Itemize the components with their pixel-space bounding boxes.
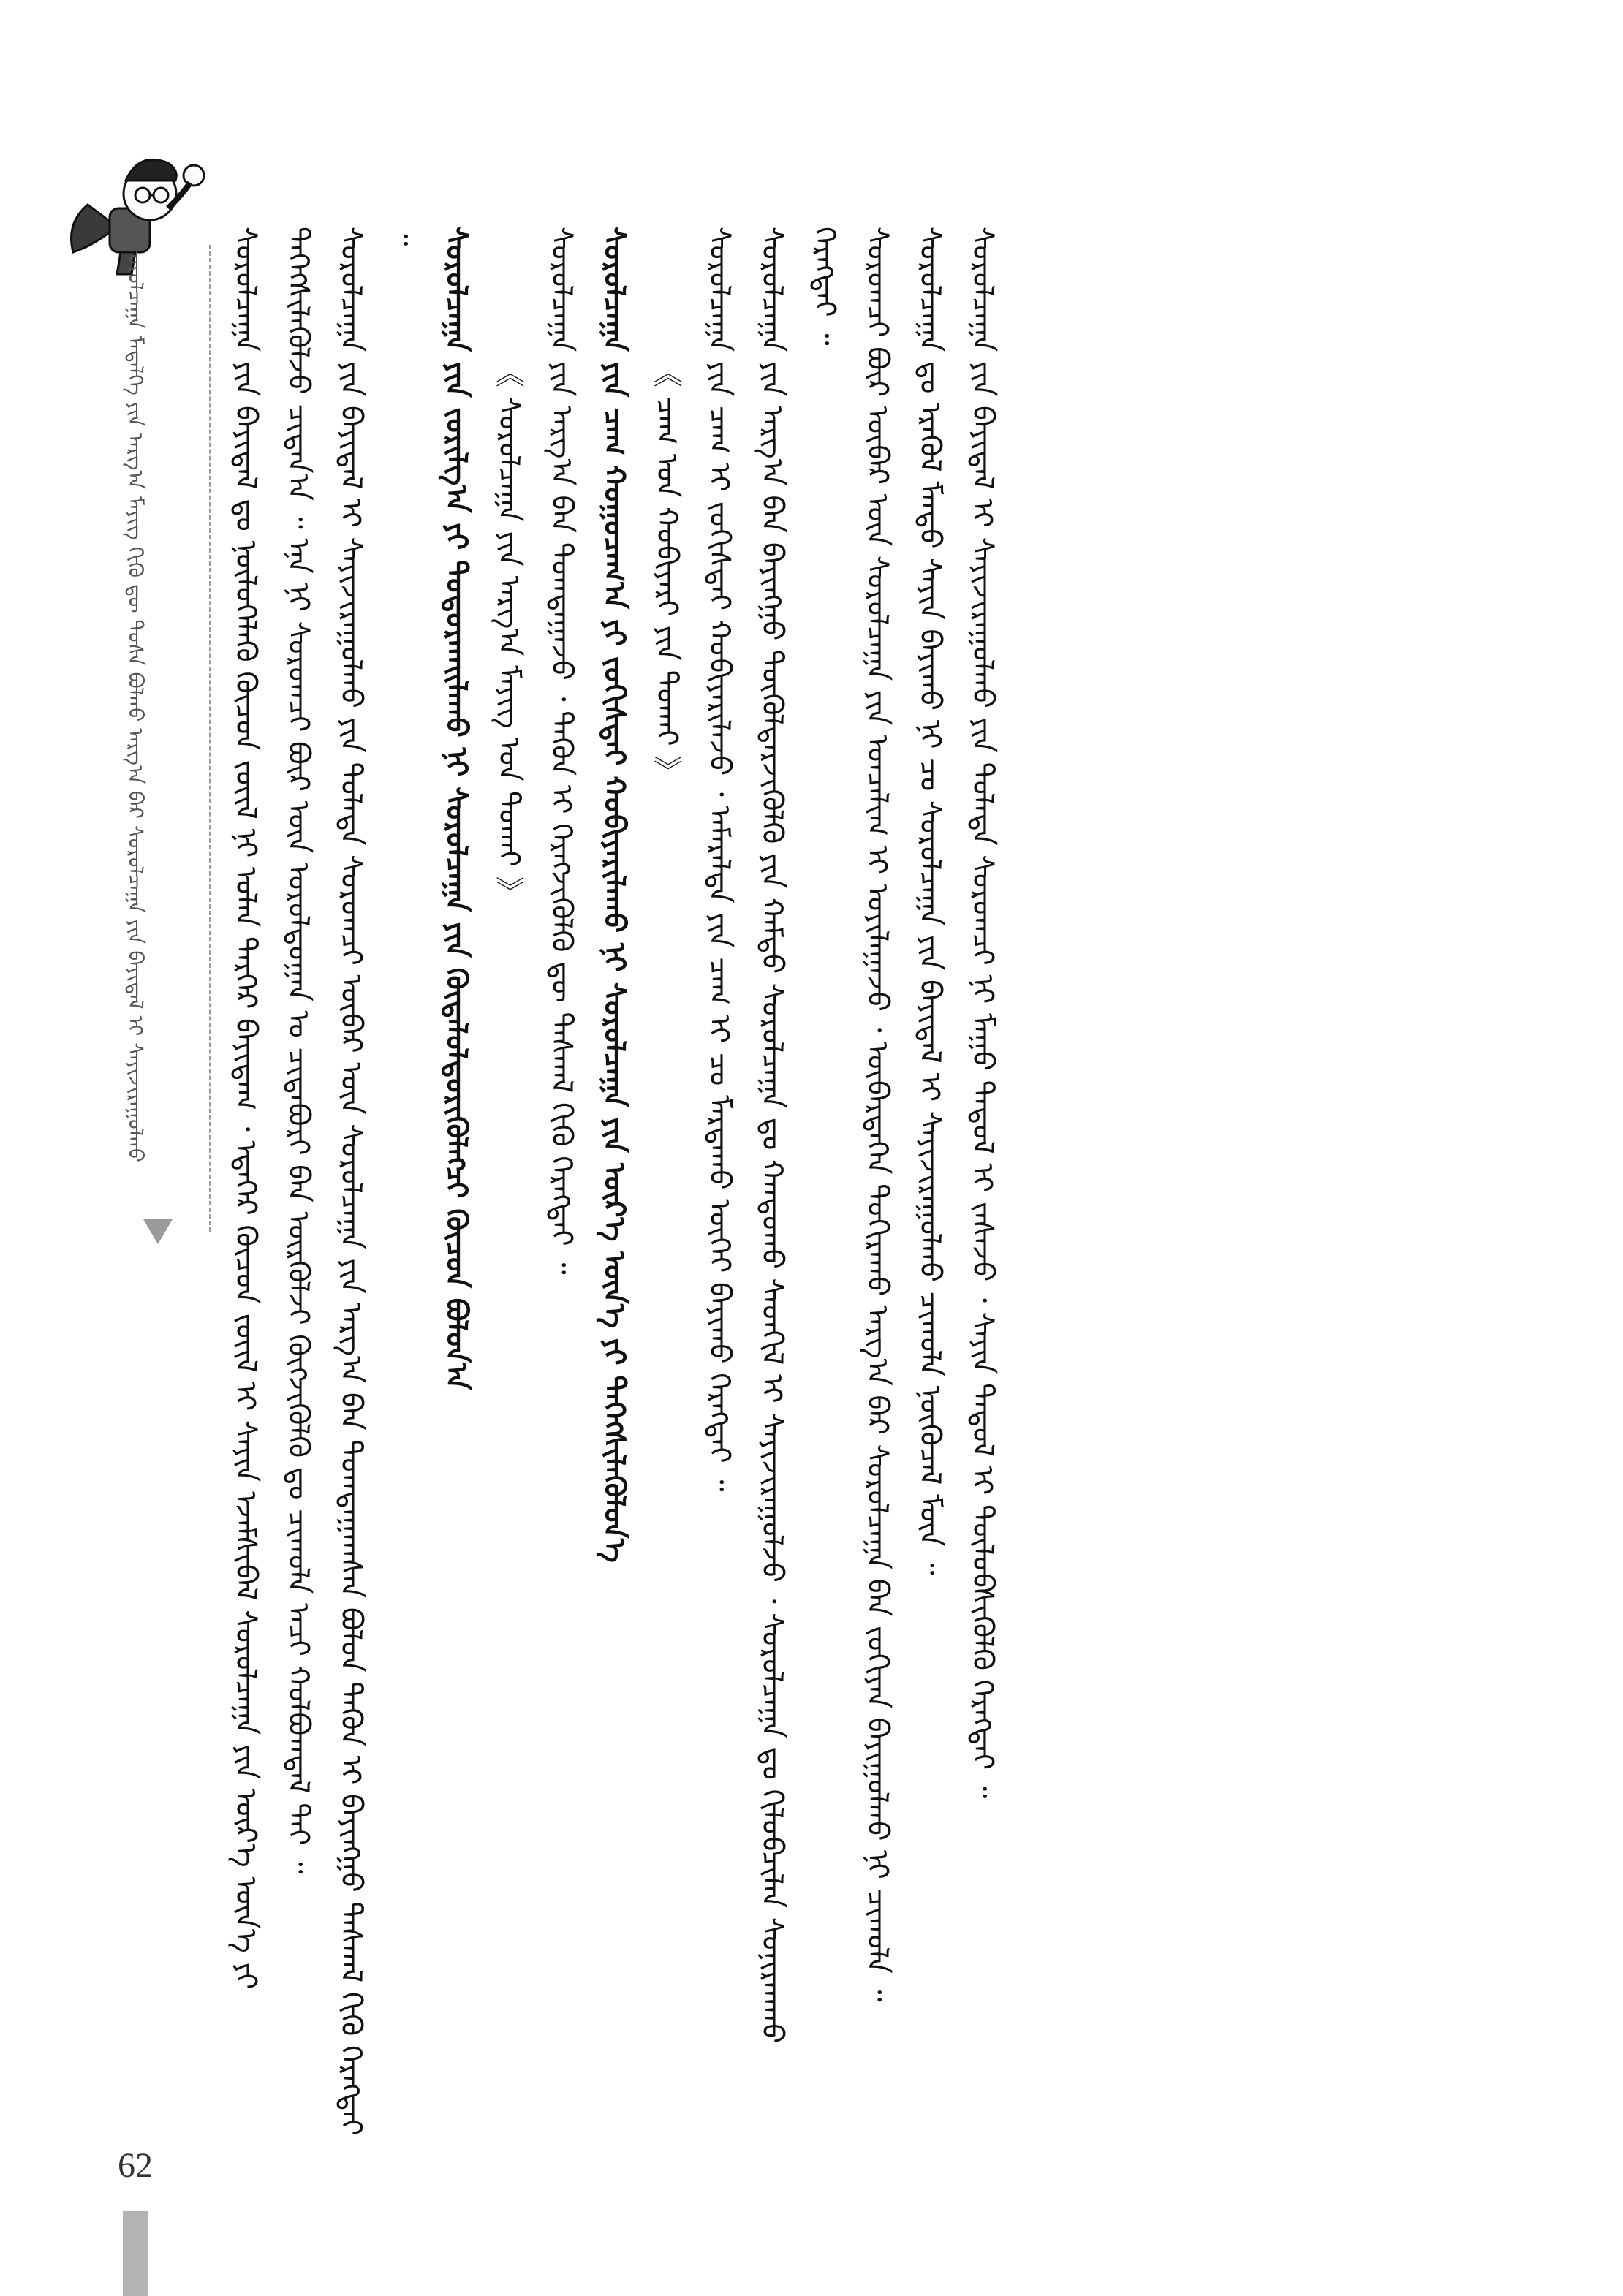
bold-heading-1: ᠰᠤᠷᠤᠯᠴᠠᠭᠠ ᠶᠢᠨ ᠵᠣᠷᠢᠯᠭ᠎ᠠ ᠶᠢ ᠲᠣᠳᠤᠷᠬᠠᠢᠯᠠᠬᠤ ᠨᠢ ᠰᠤᠷᠤᠯᠴᠠᠭᠠ ᠶᠢᠨ ᠬᠥᠳᠡᠯᠦᠯᠳᠦᠷᠢᠬᠦᠯᠡᠭᠴᠢ ᠬᠦᠴᠦᠨ ᠪᠣᠯᠤᠨ᠎ᠠ [439, 227, 473, 1390]
quote-title-2: 《 ᠴᠠᠭ ᠤᠨ ᠬᠤᠪᠢᠶᠠᠷᠢ ᠶᠢᠨ ᠲᠤᠬᠠᠢ 》 [650, 358, 684, 785]
paragraph-5: ᠰᠤᠷᠤᠯᠴᠠᠭᠠ ᠶᠢᠨ ᠠᠷᠭ᠎ᠠ ᠪᠠᠨ ᠪᠠᠶᠢᠩᠭᠤ ᠲᠥᠭᠦᠯᠳᠡᠷᠵᠢᠭᠦᠯᠬᠦ ᠶᠢᠨ ᠬᠠᠮᠲᠤ ᠰᠤᠷᠤᠯᠴᠠᠭᠠ ᠳᠤ ᠬᠠᠨᠳᠤᠬᠤ ᠰᠡᠳᠬᠢᠯ ᠢ ᠰᠠᠶᠢᠵᠢᠷᠠᠭᠤᠯᠵᠤ ᠂ ᠰᠤᠷᠤᠯᠴᠠᠭᠠ ᠳᠤ ᠬᠢᠯᠦᠪᠴᠢᠯᠡᠨ ᠰᠣᠨᠢᠷᠬᠠᠬᠤ ᠬᠡᠷᠡᠭᠲᠡᠢ ᠃ [755, 227, 841, 2044]
paragraph-1: ᠰᠤᠷᠤᠯᠴᠠᠭᠠ ᠶᠢᠨ ᠪᠠᠶᠢᠳᠠᠯ ᠳᠤ ᠨᠥᠯᠦᠭᠡᠯᠡᠬᠦ ᠬᠦᠴᠦᠨ ᠵᠦᠢᠯ ᠨᠢ ᠣᠯᠠᠨ ᠲᠡᠷᠭᠡᠷ ᠪᠠᠶᠢᠳᠠᠭ ᠂ ᠡᠳᠡᠭᠡᠷ ᠬᠦᠴᠦᠨ ᠵᠦᠢᠯ ᠢ ᠰᠠᠶᠢᠨ ᠡᠵᠡᠮᠰᠢᠪᠡᠯ ᠰᠤᠷᠤᠯᠴᠠᠭᠠ ᠶᠢᠨ ᠦᠷ᠎ᠡ ᠦᠨ᠎ᠡ ᠶᠢ ᠳᠡᠭᠡᠭᠰᠢᠯᠡᠭᠦᠯᠵᠦ ᠴᠢᠳᠠᠨ᠎ᠠ ᠃ ᠡᠨᠡ ᠨᠢ ᠰᠤᠷᠤᠭᠴᠢ ᠪᠦᠷ ᠦᠨ ᠤᠷᠤᠯᠳᠤᠭᠠᠨ ᠤ ᠴᠢᠳᠠᠪᠤᠷᠢ ᠪᠠᠨ ᠦᠷᠭᠦᠯᠵᠢ ᠬᠥᠭᠵᠢᠭᠦᠯᠬᠦ ᠳᠤ ᠴᠢᠬᠤᠯᠠ ᠠᠴᠢ ᠬᠣᠯᠪᠣᠭᠳᠠᠯ ᠲᠠᠢ ᠃ [229, 227, 315, 1990]
body-text [219, 227, 1228, 2142]
paragraph-4: ᠰᠤᠷᠤᠯᠴᠠᠭᠠ ᠶᠢᠨ ᠴᠠᠭ ᠢ ᠵᠣᠬᠢᠰᠲᠠᠢ ᠬᠤᠪᠢᠶᠠᠷᠢᠯᠠᠵᠤ ᠂ ᠠᠮᠠᠷᠠᠯᠲᠠ ᠶᠢᠨ ᠴᠠᠭ ᠢ ᠴᠤ ᠮᠠᠷᠲᠠᠬᠤ ᠦᠭᠡᠢ ᠪᠠᠶᠢᠬᠤ ᠬᠡᠷᠡᠭᠲᠡᠢ ᠃ [703, 227, 736, 1492]
paragraph-6: ᠰᠤᠷᠤᠭᠴᠢ ᠪᠦᠷ ᠥᠪᠡᠷ ᠦᠨ ᠰᠤᠷᠤᠯᠴᠠᠭᠠ ᠶᠢᠨ ᠣᠨᠴᠠᠯᠢᠭ ᠢ ᠣᠶᠢᠯᠠᠭᠠᠵᠤ ᠂ ᠥᠪᠡᠷᠲᠡᠭᠡᠨ ᠲᠣᠬᠢᠷᠠᠬᠤ ᠠᠷᠭ᠎ᠠ ᠪᠠᠷ ᠰᠤᠷᠤᠯᠴᠠᠭᠠ ᠪᠠᠨ ᠵᠣᠬᠢᠶᠠᠨ ᠪᠠᠶᠢᠭᠤᠯᠬᠤ ᠨᠢ ᠴᠢᠬᠤᠯᠠ ᠃ [860, 227, 894, 2002]
header-divider [209, 245, 211, 1232]
page-number: 62 [118, 2146, 153, 2185]
paragraph-3: ᠰᠤᠷᠤᠯᠴᠠᠭᠠ ᠶᠢᠨ ᠠᠷᠭ᠎ᠠ ᠪᠠᠨ ᠲᠣᠭᠲᠠᠭᠠᠵᠤ ᠂ ᠲᠡᠭᠦᠨ ᠢ ᠬᠡᠷᠡᠭᠵᠢᠭᠦᠯᠬᠦ ᠳᠦ ᠳᠠᠰᠬᠠᠯ ᠬᠢᠬᠦ ᠬᠡᠷᠡᠭᠲᠡᠢ ᠃ [545, 227, 578, 1275]
paragraph-8: ᠰᠤᠷᠤᠯᠴᠠᠭᠠ ᠶᠢᠨ ᠪᠠᠶᠢᠳᠠᠯ ᠢ ᠰᠠᠶᠢᠵᠢᠷᠠᠭᠤᠯᠬᠤ ᠶᠢᠨ ᠲᠤᠯᠠᠳᠠ ᠰᠤᠷᠤᠭᠴᠢ ᠨᠢ ᠮᠠᠭᠤ ᠳᠠᠳᠤᠯ ᠢ ᠵᠠᠰᠠᠵᠤ ᠂ ᠰᠠᠶᠢᠨ ᠳᠠᠳᠤᠯ ᠢ ᠲᠥᠯᠦᠪᠰᠢᠭᠦᠯᠬᠦ ᠬᠡᠷᠡᠭᠲᠡᠢ ᠃ [966, 227, 999, 1799]
paragraph-7: ᠰᠤᠷᠤᠯᠴᠠᠭᠠ ᠳᠤ ᠡᠷᠡᠭᠦᠯ ᠮᠡᠨᠳᠦ ᠰᠠᠶᠢᠨ ᠪᠠᠶᠢᠬᠤ ᠨᠢ ᠴᠤ ᠰᠤᠷᠤᠯᠴᠠᠭᠠ ᠶᠢᠨ ᠪᠠᠶᠢᠳᠠᠯ ᠢ ᠰᠠᠶᠢᠵᠢᠷᠠᠭᠤᠯᠬᠤ ᠴᠢᠬᠤᠯᠠ ᠨᠥᠬᠦᠴᠡᠯ ᠮᠥᠨ ᠃ [913, 227, 947, 1575]
page-thumb-tab [123, 2211, 148, 2296]
running-head: ᠰᠤᠷᠤᠯᠴᠠᠭᠠ ᠮᠡᠳᠡᠯᠭᠡ ᠶᠢᠨ ᠠᠷᠭ᠎ᠠ ᠮᠠᠶᠢᠭ᠌ ᠬᠢᠬᠦ ᠳᠦ ᠲᠤᠰᠠ ᠪᠣᠯᠬᠤ ᠠᠷᠭ᠎ᠠ ᠪᠠᠷ ᠰᠤᠷᠤᠯᠴᠠᠭᠠ ᠶᠢᠨ ᠪᠠᠶᠢᠳᠠᠯ ᠢ ᠰᠠᠶᠢᠵᠢᠷᠠᠭᠤᠯᠬᠤ [124, 241, 148, 1163]
quote-title-1: 《 ᠰᠤᠷᠤᠯᠴᠠᠭᠠ ᠶᠢᠨ ᠠᠷᠭ᠎ᠠ ᠮᠠᠶᠢᠭ᠌ ᠤᠨ ᠲᠤᠬᠠᠢ 》 [492, 358, 526, 906]
paragraph-2: ᠰᠤᠷᠤᠯᠴᠠᠭᠠ ᠶᠢᠨ ᠪᠠᠶᠢᠳᠠᠯ ᠢ ᠰᠠᠶᠢᠵᠢᠷᠠᠭᠤᠯᠬᠤ ᠶᠢᠨ ᠲᠤᠯᠠᠳᠠ ᠰᠤᠷᠤᠭᠴᠢ ᠥᠪᠡᠷ ᠦᠨ ᠰᠤᠷᠤᠯᠴᠠᠭᠠ ᠶᠢᠨ ᠠᠷᠭ᠎ᠠ ᠪᠠᠨ ᠲᠣᠭᠲᠠᠭᠠᠭᠰᠠᠨ ᠪᠣᠯᠤᠨ ᠲᠡᠭᠦᠨ ᠢ ᠪᠠᠶᠢᠩᠭᠤ ᠳᠠᠰᠬᠠᠯ ᠬᠢᠬᠦ ᠬᠡᠷᠡᠭᠲᠡᠢ ᠃ [334, 227, 420, 2136]
bold-heading-2: ᠰᠤᠷᠤᠯᠴᠠᠭᠠ ᠶᠢᠨ ᠴᠠᠭ ᠬᠤᠭᠤᠴᠠᠭ᠎ᠠ ᠶᠢ ᠵᠣᠬᠢᠰᠲᠠᠢ ᠬᠤᠪᠢᠶᠠᠷᠢᠯᠠᠬᠤ ᠨᠢ ᠰᠤᠷᠤᠯᠴᠠᠭᠠ ᠶᠢᠨ ᠦᠷ᠎ᠡ ᠦᠨ᠎ᠡ ᠶᠢ ᠳᠡᠭᠡᠭᠰᠢᠯᠡᠭᠦᠯᠦᠨ᠎ᠡ [597, 227, 631, 1563]
running-head-arrow-icon [143, 1219, 173, 1244]
